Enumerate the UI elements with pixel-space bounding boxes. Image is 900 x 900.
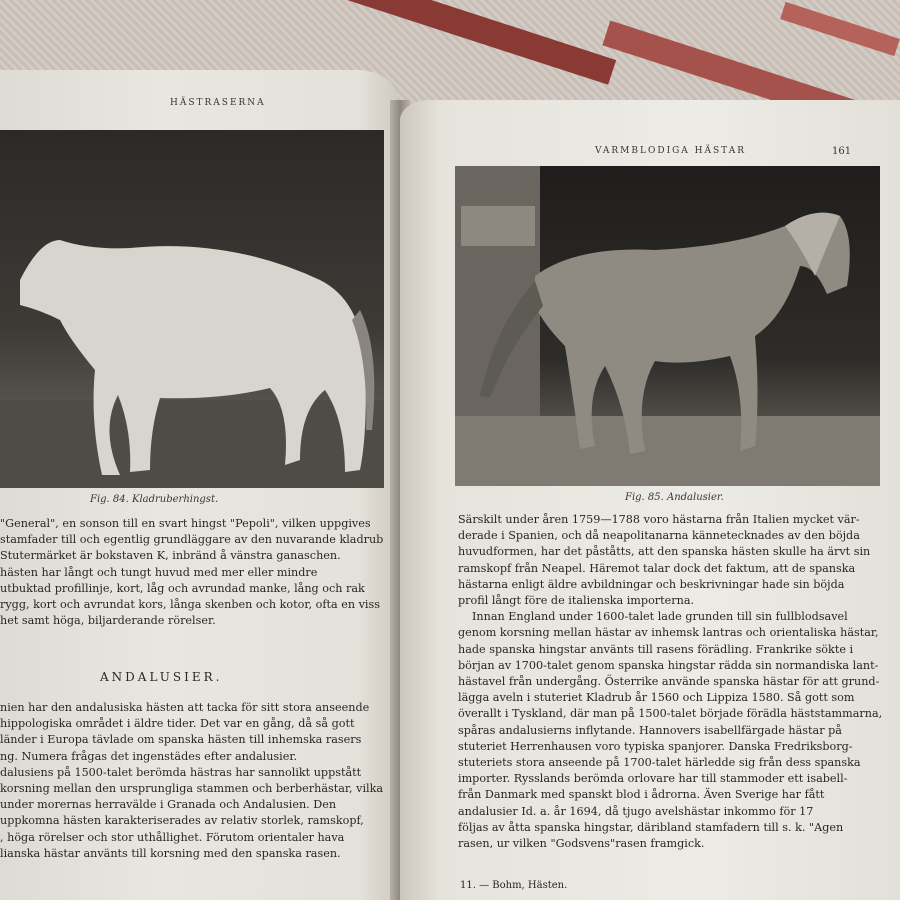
text-line: lianska hästar använts till korsning med den spanska rasen. [0,846,341,860]
text-line: från Danmark med spanskt blod i ådrorna. Även Sverige har fått [458,788,825,802]
text-line: nien har den andalusiska hästen att tacka för sitt stora anseende [0,701,370,714]
footnote: 11. — Bohm, Hästen. [460,880,568,891]
text-line: länder i Europa tävlade om spanska hästen till inhemska rasers [0,733,362,747]
right-page [400,100,900,900]
text-line: korsning mellan den ursprungliga stammen och berberhästar, vilka [0,782,384,796]
figure-caption: Fig. 84. Kladruberhingst. [90,494,219,505]
text-line: huvudformen, har det påståtts, att den spanska hästen skulle ha ärvt sin [458,545,871,559]
text-line: Stutermärket är bokstaven K, inbränd å vänstra ganaschen. [0,549,341,563]
text-line: följas av åtta spanska hingstar, däribland stamfadern till s. k. "Agen [458,820,844,834]
text-line: utbuktad profillinje, kort, låg och avrundad manke, lång och rak [0,581,365,595]
section-heading: ANDALUSIER. [100,670,223,684]
text-line: hippologiska området i äldre tider. Det var en gång, då så gott [0,717,355,731]
horse-illustration [455,166,880,486]
text-line: stamfader till och egentlig grundläggare av den nuvarande kladrub [0,533,384,547]
figure-caption: Fig. 85. Andalusier. [625,492,724,503]
rug-stripe [780,2,900,56]
horse-illustration [0,130,384,488]
text-line: Innan England under 1600-talet lade grunden till sin fullblodsavel [472,610,848,624]
text-line: Särskilt under åren 1759—1788 voro hästarna från Italien mycket vär- [458,513,860,526]
text-line: början av 1700-talet genom spanska hingstar rädda sin normandiska lant- [458,658,879,672]
text-line: hade spanska hingstar använts till rasens förädling. Frankrike sökte i [458,642,854,656]
body-text [458,512,894,852]
text-line: ramskopf från Neapel. Häremot talar dock det faktum, att de spanska [458,561,856,575]
text-line: ng. Numera frågas det ingenstädes efter andalusier. [0,749,298,763]
running-head: VARMBLODIGA HÄSTAR [595,146,746,156]
running-head: HÄSTRASERNA [170,98,266,108]
text-line: , höga rörelser och stor uthållighet. Förutom orientaler hava [0,830,345,844]
left-page [0,70,398,900]
text-line: rygg, kort och avrundat kors, långa skenben och kotor, ofta en viss [0,598,380,612]
text-line: "General", en sonson till en svart hingst "Pepoli", vilken uppgives [0,517,371,530]
text-line: hästen har långt och tungt huvud med mer eller mindre [0,565,318,579]
body-text-top [0,516,384,629]
text-line: lägga aveln i stuteriet Kladrub år 1560 och Lippiza 1580. Så gott som [458,691,855,705]
body-text-bottom [0,700,384,862]
text-line: rasen, ur vilken "Godsvens"rasen framgick. [458,837,705,851]
plate-andalusian-horse [455,166,880,486]
text-line: profil långt före de italienska importerna. [458,594,695,608]
text-line: importer. Rysslands berömda orlovare har till stammoder ett isabell- [458,772,848,786]
text-line: uppkomna hästen karakteriserades av relativ storlek, ramskopf, [0,814,364,828]
plate-kladruber-stallion [0,130,384,488]
text-line: överallt i Tyskland, där man på 1500-talet började förädla häststammarna, [458,707,883,721]
page-number: 161 [832,146,852,157]
text-line: under morernas herravälde i Granada och Andalusien. Den [0,798,337,812]
text-line: hästavel från undergång. Österrike använde spanska hästar för att grund- [458,675,880,689]
text-line: derade i Spanien, och då neapolitanarna kännetecknades av den böjda [458,529,860,543]
text-line: genom korsning mellan hästar av inhemsk lantras och orientaliska hästar, [458,626,879,640]
text-line: andalusier Id. a. år 1694, då tjugo avelshästar inkommo för 17 [458,804,814,818]
text-line: het samt höga, biljarderande rörelser. [0,614,216,628]
text-line: stuteriet Herrenhausen voro typiska spanjorer. Danska Fredriksborg- [458,739,853,753]
text-line: spåras andalusierns inflytande. Hannovers isabellfärgade hästar på [458,723,842,737]
text-line: hästarna enligt äldre avbildningar och beskrivningar hade sin böjda [458,577,845,591]
text-line: dalusiens på 1500-talet berömda hästras har sannolikt uppstått [0,765,362,779]
text-line: stuteriets stora anseende på 1700-talet härledde sig från dess spanska [458,756,861,770]
